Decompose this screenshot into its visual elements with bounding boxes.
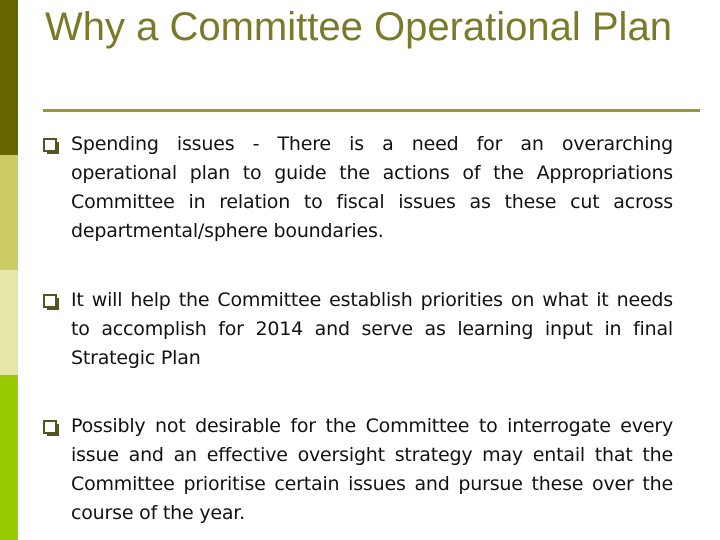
bullet-text: It will help the Committee establish priorities on what it needs to accomplish for 2014 and serve as learning input in final Strategic Plan — [71, 289, 673, 369]
slide-title: Why a Committee Operational Plan — [45, 5, 672, 49]
list-item — [43, 130, 673, 246]
sidebar-stripe-light — [0, 270, 18, 375]
bullet-text: Spending issues - There is a need for an overarching operational plan to guide the actions of the Appropriations Committee in relation to fiscal issues as these cut across departmental/sphere boundaries. — [71, 133, 673, 242]
square-bullet-icon — [43, 294, 57, 308]
list-item — [43, 286, 673, 373]
title-divider — [43, 109, 700, 112]
sidebar-stripe-green — [0, 375, 18, 540]
square-bullet-icon — [43, 420, 57, 434]
sidebar-stripe-mid — [0, 155, 18, 270]
list-item — [43, 412, 673, 528]
sidebar-stripe-dark — [0, 0, 18, 155]
square-bullet-icon — [43, 138, 57, 152]
bullet-text: Possibly not desirable for the Committee to interrogate every issue and an effective oversight strategy may entail that the Committee prioritise certain issues and pursue these over the course of the year. — [71, 415, 673, 524]
